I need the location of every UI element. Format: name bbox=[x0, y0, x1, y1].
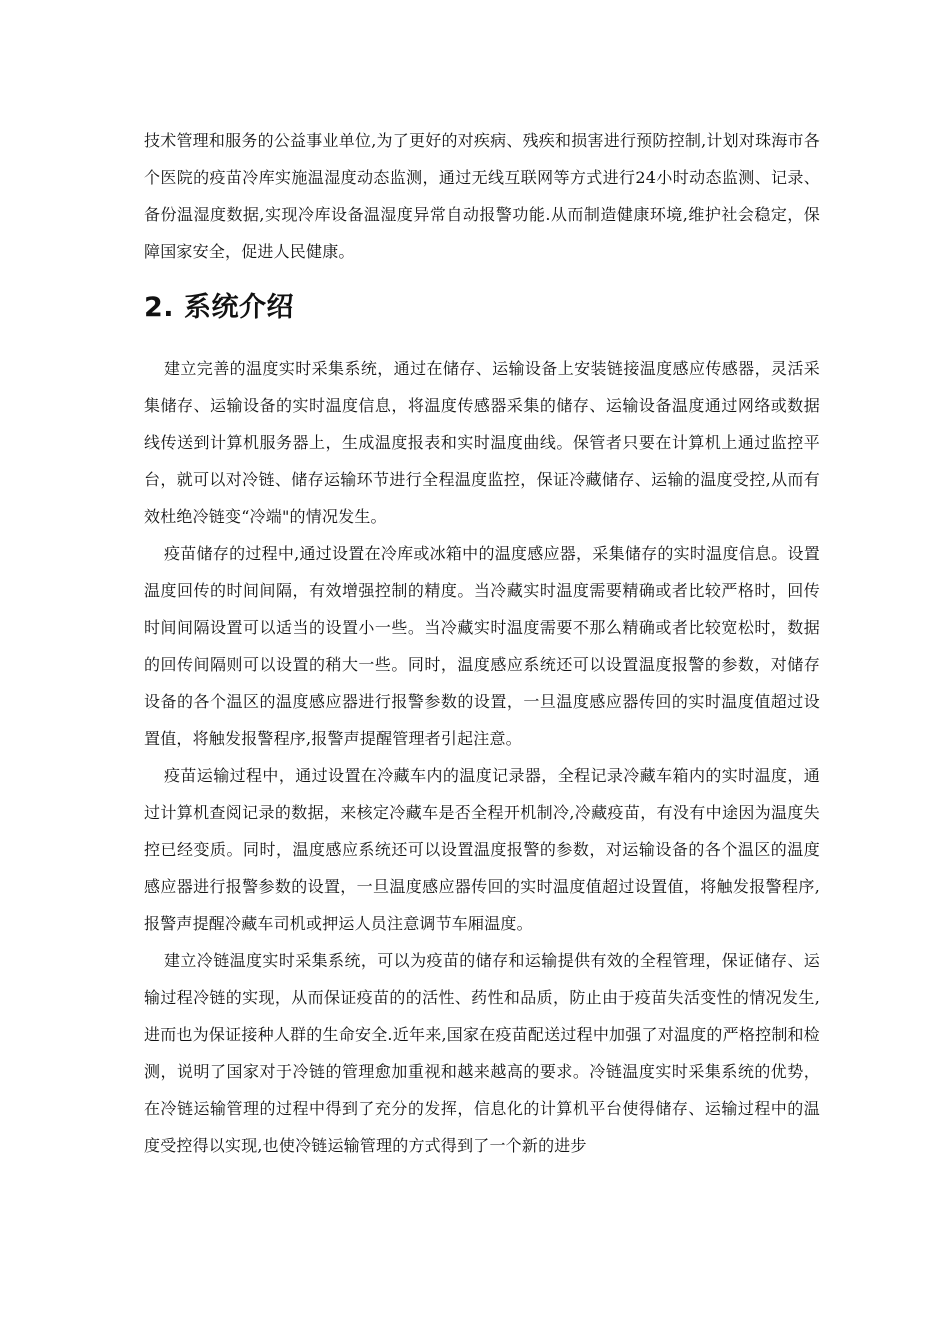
section-heading: 2. 系统介绍 bbox=[144, 292, 294, 323]
intro-paragraph: 技术管理和服务的公益事业单位,为了更好的对疾病、残疾和损害进行预防控制,计划对珠海市各个医院的疫苗冷库实施温湿度动态监测，通过无线互联网等方式进行24小时动态监测、记录、备份温湿度数据,实现冷库设备温湿度异常自动报警功能.从而制造健康环境,维护社会稳定，保障国家安全，促进人民健康。 bbox=[144, 131, 820, 261]
section-body bbox=[144, 350, 820, 1164]
section-paragraph-3: 疫苗运输过程中，通过设置在冷藏车内的温度记录器，全程记录冷藏车箱内的实时温度，通过计算机查阅记录的数据，来核定冷藏车是否全程开机制冷,冷藏疫苗，有没有中途因为温度失控已经变质。同时，温度感应系统还可以设置温度报警的参数，对运输设备的各个温区的温度感应器进行报警参数的设置，一旦温度感应器传回的实时温度值超过设置值，将触发报警程序,报警声提醒冷藏车司机或押运人员注意调节车厢温度。 bbox=[144, 766, 820, 933]
section-paragraph-2: 疫苗储存的过程中,通过设置在冷库或冰箱中的温度感应器，采集储存的实时温度信息。设置温度回传的时间间隔，有效增强控制的精度。当冷藏实时温度需要精确或者比较严格时，回传时间间隔设置可以适当的设置小一些。当冷藏实时温度需要不那么精确或者比较宽松时，数据的回传间隔则可以设置的稍大一些。同时，温度感应系统还可以设置温度报警的参数，对储存设备的各个温区的温度感应器进行报警参数的设置，一旦温度感应器传回的实时温度值超过设置值，将触发报警程序,报警声提醒管理者引起注意。 bbox=[144, 544, 820, 748]
section-paragraph-4: 建立冷链温度实时采集系统，可以为疫苗的储存和运输提供有效的全程管理，保证储存、运输过程冷链的实现，从而保证疫苗的的活性、药性和品质，防止由于疫苗失活变性的情况发生,进而也为保证接种人群的生命安全.近年来,国家在疫苗配送过程中加强了对温度的严格控制和检测，说明了国家对于冷链的管理愈加重视和越来越高的要求。冷链温度实时采集系统的优势，在冷链运输管理的过程中得到了充分的发挥，信息化的计算机平台使得储存、运输过程中的温度受控得以实现,也使冷链运输管理的方式得到了一个新的进步 bbox=[144, 951, 820, 1155]
section-paragraph-1: 建立完善的温度实时采集系统，通过在储存、运输设备上安装链接温度感应传感器，灵活采集储存、运输设备的实时温度信息，将温度传感器采集的储存、运输设备温度通过网络或数据线传送到计算机服务器上，生成温度报表和实时温度曲线。保管者只要在计算机上通过监控平台，就可以对冷链、储存运输环节进行全程温度监控，保证冷藏储存、运输的温度受控,从而有效杜绝冷链变“冷端"的情况发生。 bbox=[144, 359, 820, 526]
document-body bbox=[144, 122, 820, 1164]
